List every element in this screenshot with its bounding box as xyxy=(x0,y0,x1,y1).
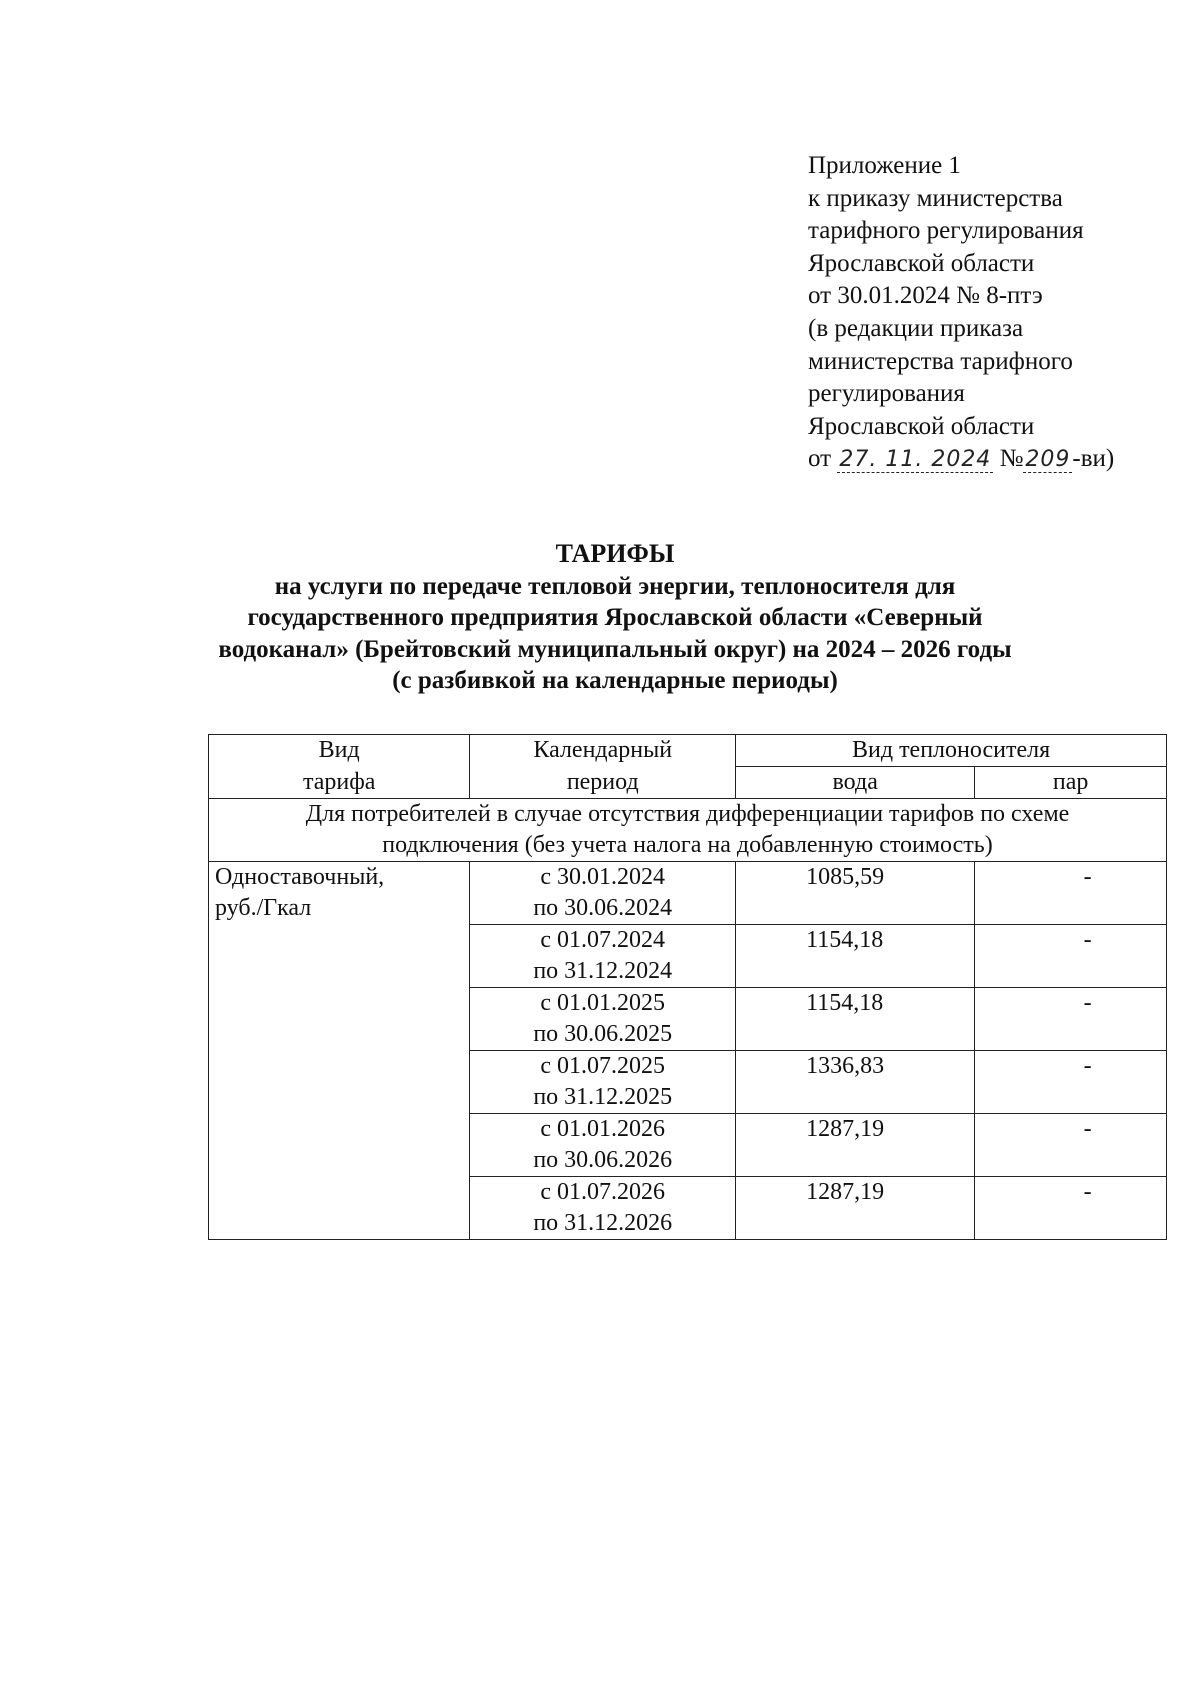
tariff-type-line: руб./Гкал xyxy=(215,895,312,921)
title-line: на услуги по передаче тепловой энергии, теплоносителя для xyxy=(274,572,956,600)
steam-value: - xyxy=(975,1051,1167,1114)
appendix-suffix: -ви) xyxy=(1072,445,1115,473)
appendix-last-line xyxy=(808,443,1114,476)
tariff-type-cell xyxy=(209,862,470,1240)
period-to: по 30.06.2026 xyxy=(533,1147,673,1173)
section-line: подключения (без учета налога на добавленную стоимость) xyxy=(382,832,993,858)
title-line: водоканал» (Брейтовский муниципальный округ) на 2024 – 2026 годы xyxy=(218,635,1012,663)
period-from: с 01.01.2025 xyxy=(540,990,666,1016)
title-line: государственного предприятия Ярославской области «Северный xyxy=(247,604,983,631)
header-steam: пар xyxy=(975,767,1167,799)
steam-value: - xyxy=(975,862,1167,925)
steam-value: - xyxy=(975,1114,1167,1177)
period-from: с 01.07.2025 xyxy=(540,1053,666,1079)
handwritten-number: 209 xyxy=(1025,447,1071,473)
period-from: с 01.07.2026 xyxy=(540,1179,666,1205)
period-to: по 31.12.2026 xyxy=(533,1210,673,1236)
period-from: с 01.07.2024 xyxy=(540,927,666,953)
period-to: по 31.12.2024 xyxy=(533,958,673,984)
tariff-type-line: Одноставочный, xyxy=(215,864,385,890)
appendix-line: (в редакции приказа xyxy=(808,314,1024,342)
section-line: Для потребителей в случае отсутствия дифференциации тарифов по схеме xyxy=(305,801,1070,827)
water-value: 1287,19 xyxy=(736,1114,975,1177)
period-from: с 01.01.2026 xyxy=(540,1116,666,1142)
period-to: по 30.06.2024 xyxy=(533,895,673,921)
water-value: 1287,19 xyxy=(736,1177,975,1240)
water-value: 1154,18 xyxy=(736,925,975,988)
header-period-bottom: период xyxy=(470,767,736,799)
water-value: 1336,83 xyxy=(736,1051,975,1114)
period-cell xyxy=(470,988,736,1051)
appendix-line: министерства тарифного xyxy=(808,347,1073,375)
header-row xyxy=(209,767,1167,799)
header-period-top: Календарный xyxy=(470,735,736,767)
steam-value: - xyxy=(975,1177,1167,1240)
period-to: по 30.06.2025 xyxy=(533,1021,673,1047)
water-value: 1085,59 xyxy=(736,862,975,925)
table-row xyxy=(209,862,1167,925)
period-cell xyxy=(470,1051,736,1114)
header-water: вода xyxy=(736,767,975,799)
document-title xyxy=(200,538,1030,697)
handwritten-date: 27. 11. 2024 xyxy=(839,447,992,473)
appendix-line: Ярославской области xyxy=(808,249,1035,277)
appendix-line: Приложение 1 xyxy=(808,152,961,179)
steam-value: - xyxy=(975,925,1167,988)
appendix-line: от 30.01.2024 № 8-птэ xyxy=(808,282,1043,310)
number-sign: № xyxy=(999,445,1024,473)
period-cell xyxy=(470,1177,736,1240)
appendix-block xyxy=(808,150,1114,476)
period-cell xyxy=(470,1114,736,1177)
water-value: 1154,18 xyxy=(736,988,975,1051)
header-coolant-group: Вид теплоносителя xyxy=(736,735,1167,767)
tariffs-table xyxy=(208,734,1167,1240)
appendix-prefix: от xyxy=(808,445,832,473)
section-caption xyxy=(209,799,1167,862)
period-from: с 30.01.2024 xyxy=(540,864,666,890)
appendix-line: тарифного регулирования xyxy=(808,217,1084,245)
period-cell xyxy=(470,862,736,925)
header-tariff-type-bottom: тарифа xyxy=(209,767,470,799)
title-main: ТАРИФЫ xyxy=(555,539,675,568)
title-line: (с разбивкой на календарные периоды) xyxy=(392,667,838,694)
period-to: по 31.12.2025 xyxy=(533,1084,673,1110)
header-row xyxy=(209,735,1167,767)
header-tariff-type-top: Вид xyxy=(209,735,470,767)
appendix-line: Ярославской области xyxy=(808,412,1035,440)
appendix-line: регулирования xyxy=(808,380,965,408)
appendix-line: к приказу министерства xyxy=(808,184,1063,212)
steam-value: - xyxy=(975,988,1167,1051)
period-cell xyxy=(470,925,736,988)
section-row xyxy=(209,799,1167,862)
